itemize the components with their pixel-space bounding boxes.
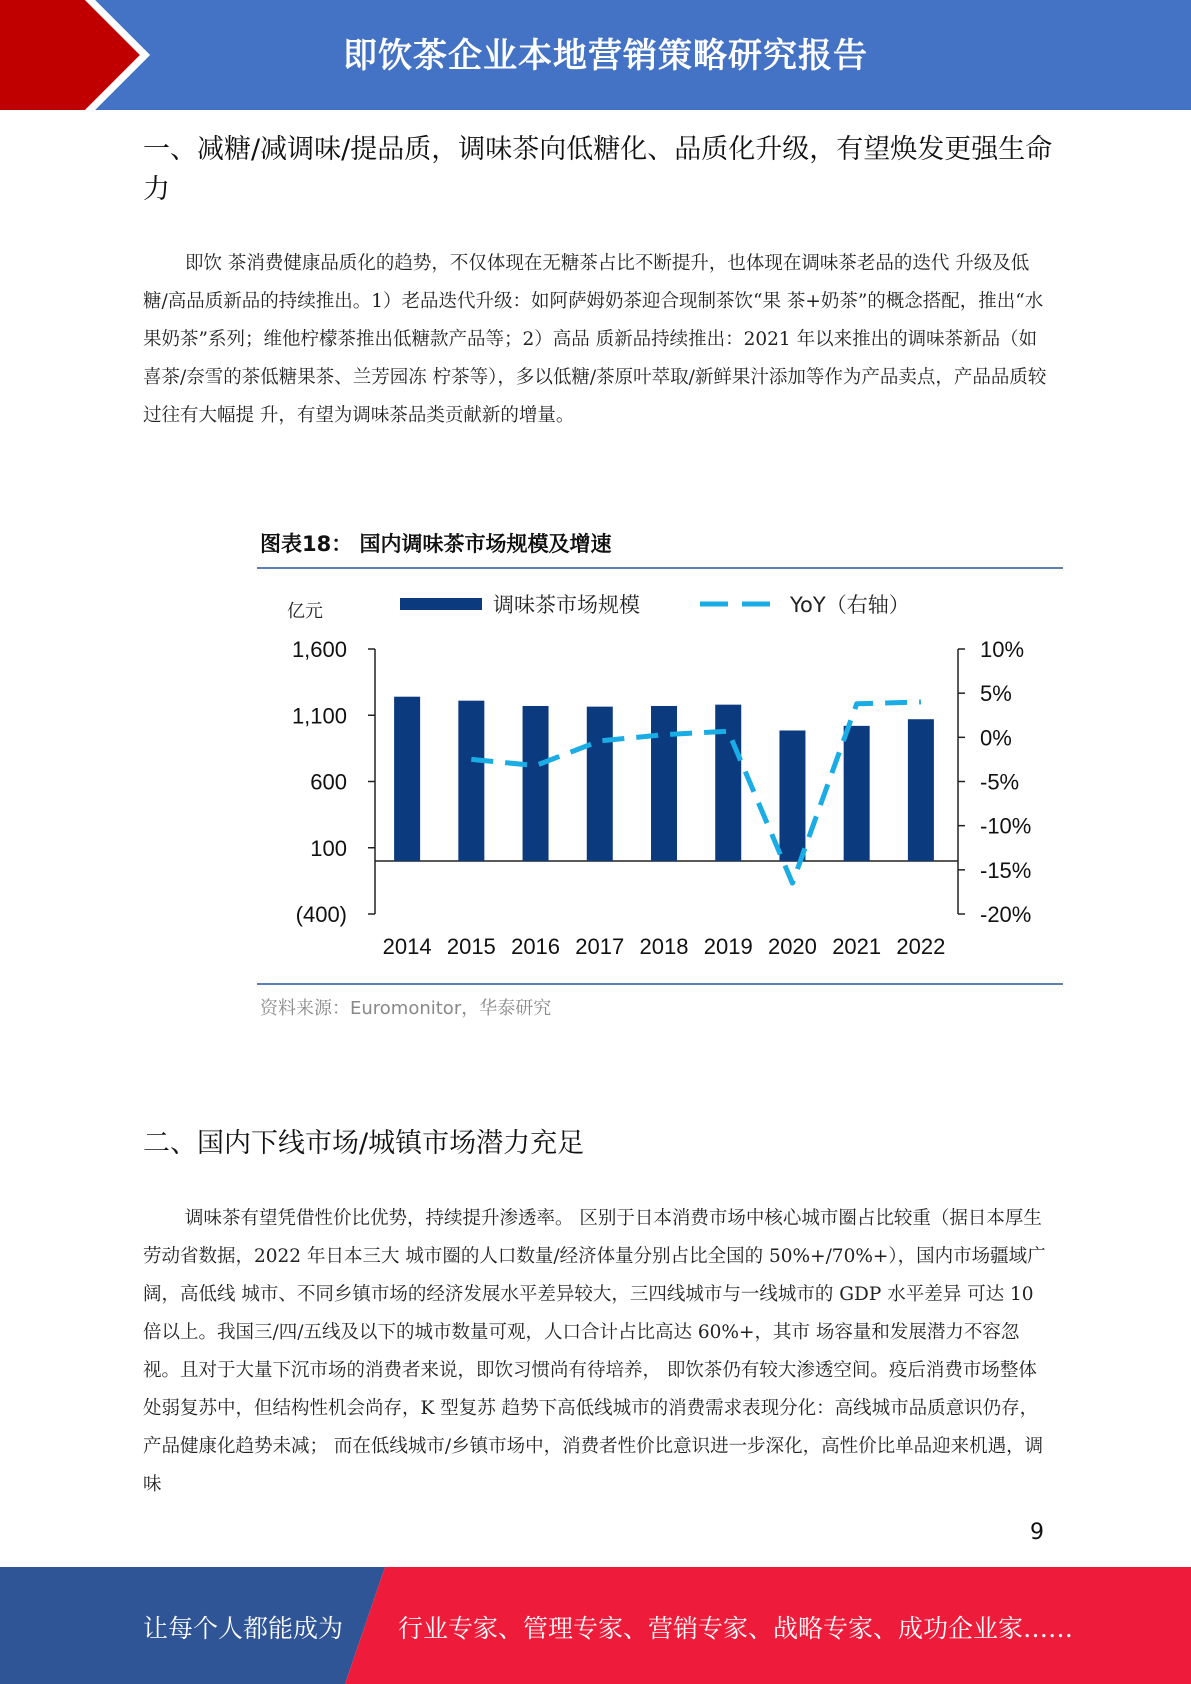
x-tick-label: 2016 [511,934,561,959]
bar-2020 [779,730,805,861]
left-tick-label: 600 [310,769,347,795]
right-tick-label: 10% [980,637,1025,662]
footer-roles: 行业专家、管理专家、营销专家、战略专家、成功企业家…… [398,1614,1074,1643]
section2-heading: 二、国内下线市场/城镇市场潜力充足 [143,1128,585,1159]
page-footer [0,1567,1191,1684]
x-tick-label: 2018 [639,934,689,959]
x-tick-label: 2019 [703,934,753,959]
right-tick-label: -20% [980,902,1032,927]
right-tick-label: 0% [980,725,1012,751]
legend-bar-label: 调味茶市场规模 [493,593,640,617]
left-tick-label: 100 [310,835,347,861]
chart-figure [255,527,1065,1027]
section1-heading: 一、减糖/减调味/提品质，调味茶向低糖化、品质化升级，有望焕发更强生命力 [143,134,1053,205]
bar-2014 [394,697,420,861]
bar-2016 [523,706,549,861]
right-tick-label: -5% [980,769,1020,795]
legend-bar-swatch [400,598,482,610]
right-tick-label: -10% [980,813,1032,839]
bar-2015 [458,701,484,861]
x-tick-label: 2020 [767,934,817,959]
header-title: 即饮茶企业本地营销策略研究报告 [343,36,868,76]
page-number: 9 [1030,1520,1044,1545]
page-header [0,0,1191,110]
section2-paragraph: 调味茶有望凭借性价比优势，持续提升渗透率。 区别于日本消费市场中核心城市圈占比较重（据日本厚生劳动省数据，2022 年日本三大 城市圈的人口数量/经济体量分别占比全国的 50%+/70%+），国内市场疆域广阔，高低线 城市、不同乡镇市场的经济发展水平差异较大，三四线城市与一线城市的 GDP 水平差异 可达 10 倍以上。我国三/四/五线及以下的城市数量可观，人口合计占比高达 60%+，其市 场容量和发展潜力不容忽视。且对于大量下沉市场的消费者来说，即饮习惯尚有待培养， 即饮茶仍有较大渗透空间。疫后消费市场整体处弱复苏中，但结构性机会尚存，K 型复苏 趋势下高低线城市的消费需求表现分化：高线城市品质意识仍存，产品健康化趋势未减； 而在低线城市/乡镇市场中，消费者性价比意识进一步深化，高性价比单品迎来机遇，调味 [143,1208,1046,1495]
left-tick-label: 1,600 [291,637,347,662]
right-tick-label: -15% [980,857,1032,883]
left-tick-label: 1,100 [291,703,347,729]
legend-line-label: YoY（右轴） [790,593,910,617]
x-tick-label: 2017 [575,934,625,959]
y-axis-unit-label: 亿元 [287,601,323,622]
bar-2017 [587,707,613,861]
x-tick-label: 2022 [896,934,946,959]
section1-paragraph: 即饮 茶消费健康品质化的趋势，不仅体现在无糖茶占比不断提升，也体现在调味茶老品的迭代 升级及低糖/高品质新品的持续推出。1）老品迭代升级：如阿萨姆奶茶迎合现制茶饮“果 茶+奶茶”的概念搭配，推出“水果奶茶”系列；维他柠檬茶推出低糖款产品等；2）高品 质新品持续推出：2021 年以来推出的调味茶新品（如喜茶/奈雪的茶低糖果茶、兰芳园冻 柠茶等），多以低糖/茶原叶萃取/新鲜果汁添加等作为产品卖点，产品品质较过往有大幅提 升，有望为调味茶品类贡献新的增量。 [143,253,1047,426]
chart-title: 图表18： 国内调味茶市场规模及增速 [260,532,612,556]
chart-source: 资料来源：Euromonitor，华泰研究 [260,998,552,1019]
right-tick-label: 5% [980,681,1012,707]
footer-slogan: 让每个人都能成为 [143,1614,344,1643]
chart-svg [255,527,1065,1027]
bar-2021 [844,726,870,861]
bar-2022 [908,719,934,861]
bar-2019 [715,705,741,861]
x-tick-label: 2015 [446,934,496,959]
x-tick-label: 2014 [382,934,432,959]
bar-2018 [651,706,677,861]
left-tick-label: (400) [295,902,347,927]
x-tick-label: 2021 [832,934,882,959]
